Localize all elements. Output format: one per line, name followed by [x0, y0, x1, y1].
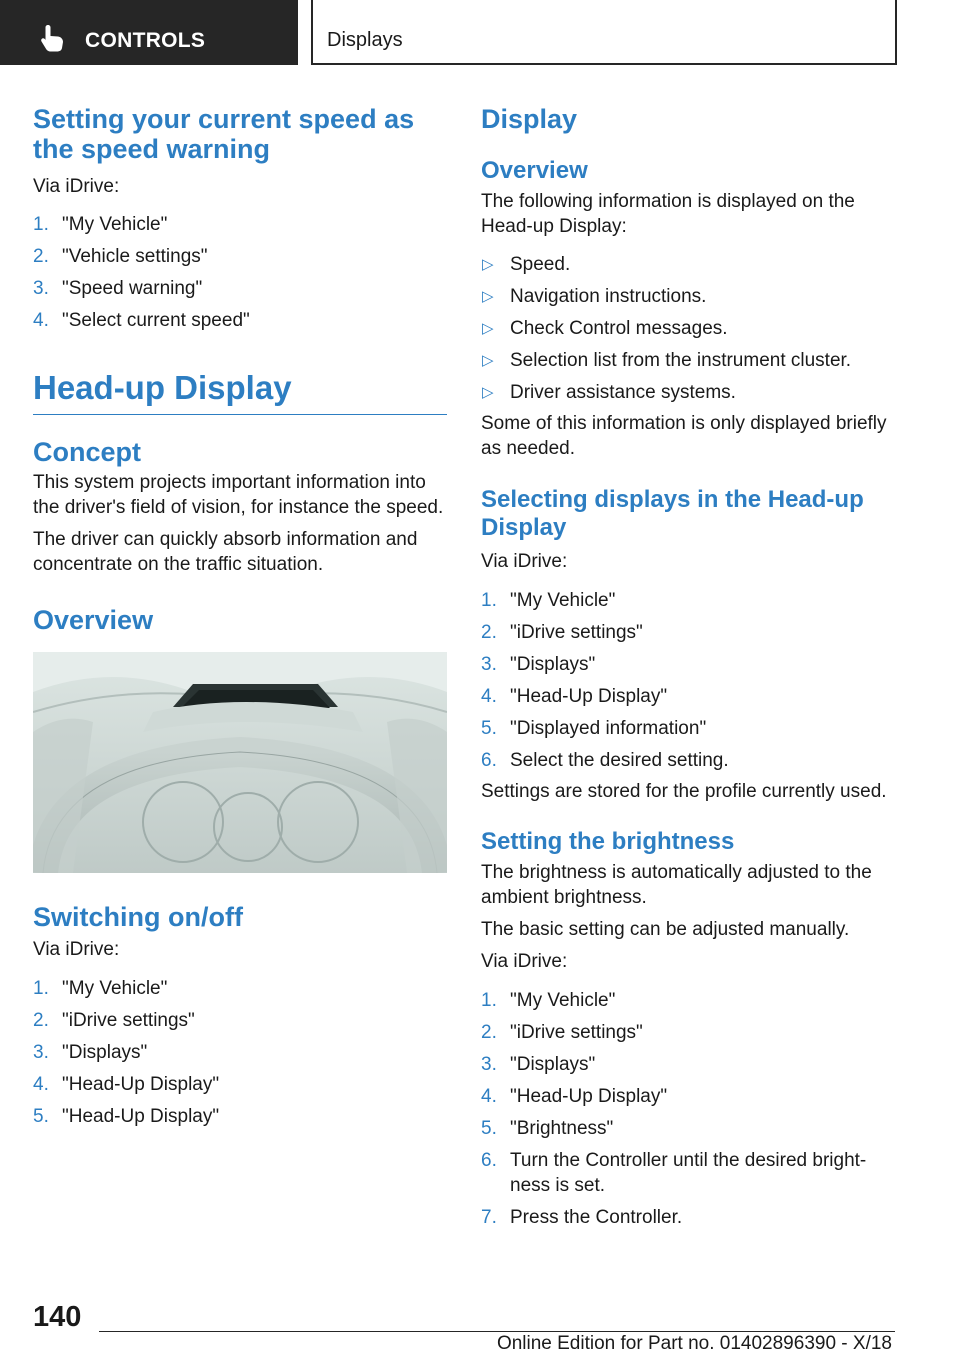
- list-item: 1. "My Vehicle": [481, 989, 616, 1011]
- brightness-steps: [481, 988, 901, 1230]
- list-item: ▷ Check Control messages.: [482, 317, 728, 339]
- list-item: 3. "Displays": [481, 1053, 596, 1075]
- concept-section: [33, 437, 447, 577]
- triangle-bullet-icon: ▷: [482, 319, 494, 337]
- list-item: ▷ Driver assistance systems.: [482, 381, 736, 403]
- page-number: 140: [33, 1301, 82, 1333]
- speed-warning-heading: Setting your current speed as the speed warning: [33, 104, 415, 164]
- list-item: 6. Turn the Controller until the desired bright‐ness is set.: [481, 1149, 867, 1196]
- list-item: 4. "Head-Up Display": [481, 686, 668, 707]
- list-item: 2. "iDrive settings": [481, 1021, 643, 1043]
- switching-heading: Switching on/off: [33, 902, 243, 932]
- chapter-box: [311, 0, 897, 65]
- heading-rule: [33, 414, 447, 415]
- selecting-heading: Selecting displays in the Head-up Display: [481, 486, 864, 541]
- section-label: CONTROLS: [85, 29, 206, 52]
- selecting-intro: Via iDrive:: [481, 551, 568, 572]
- list-item: 3. "Speed warning": [33, 278, 203, 299]
- list-item: 4. "Select current speed": [33, 310, 250, 331]
- section-tab: [0, 0, 298, 65]
- selecting-section: [481, 486, 901, 804]
- footer-rule: [99, 1331, 895, 1332]
- list-item: 1. "My Vehicle": [33, 214, 168, 235]
- list-item: 5. "Head-Up Display": [33, 1106, 220, 1128]
- display-overview-section: [481, 158, 901, 461]
- list-item: 2. "iDrive settings": [33, 1010, 195, 1032]
- overview-section: [33, 605, 447, 635]
- hud-heading: Head-up Display: [33, 369, 292, 406]
- list-item: 2. "Vehicle settings": [33, 246, 208, 267]
- concept-paragraph-2: The driver can quickly absorb information and concentrate on the traffic situation.: [33, 529, 418, 576]
- display-chapter: [481, 104, 901, 134]
- list-item: ▷ Selection list from the instrument cluster.: [482, 349, 852, 371]
- hand-pointer-icon: [40, 24, 66, 52]
- list-item: 4. "Head-Up Display": [481, 1085, 668, 1107]
- list-item: 2. "iDrive settings": [481, 622, 643, 643]
- selecting-steps: [481, 588, 901, 773]
- switching-intro: Via iDrive:: [33, 939, 120, 961]
- list-item: 5. "Displayed information": [481, 718, 707, 739]
- list-item: 1. "My Vehicle": [33, 978, 168, 1000]
- brightness-section: [481, 829, 901, 1237]
- list-item: 3. "Displays": [33, 1042, 148, 1064]
- speed-warning-section: [33, 104, 447, 340]
- display-overview-bullets: [481, 252, 901, 405]
- brightness-heading: Setting the brightness: [481, 828, 735, 855]
- list-item: 1. "My Vehicle": [481, 590, 616, 611]
- brightness-paragraph-2: The basic setting can be adjusted manually.: [481, 918, 850, 940]
- speed-warning-steps: [33, 212, 447, 333]
- overview-heading: Overview: [33, 605, 154, 635]
- display-overview-intro: The following information is displayed on the Head-up Display:: [481, 190, 855, 237]
- list-item: ▷ Navigation instructions.: [482, 285, 707, 307]
- list-item: 4. "Head-Up Display": [33, 1074, 220, 1096]
- triangle-bullet-icon: ▷: [482, 351, 494, 369]
- triangle-bullet-icon: ▷: [482, 383, 494, 401]
- display-overview-heading: Overview: [481, 157, 588, 184]
- display-overview-note: Some of this information is only displayed briefly as needed.: [481, 412, 887, 459]
- list-item: ▷ Speed.: [482, 253, 571, 275]
- list-item: 6. Select the desired setting.: [481, 750, 729, 771]
- triangle-bullet-icon: ▷: [482, 255, 494, 273]
- list-item: 5. "Brightness": [481, 1117, 614, 1139]
- list-item: 7. Press the Controller.: [481, 1206, 683, 1228]
- edition-note: Online Edition for Part no. 01402896390 - X/18: [496, 1333, 892, 1354]
- hud-chapter: [33, 368, 447, 415]
- brightness-paragraph-1: The brightness is automatically adjusted to the ambient brightness.: [481, 861, 872, 908]
- speed-warning-intro: Via iDrive:: [33, 176, 120, 197]
- list-item: 3. "Displays": [481, 654, 596, 675]
- head-up-display-photo: [33, 652, 447, 873]
- switching-steps: [33, 976, 447, 1129]
- display-heading: Display: [481, 104, 578, 134]
- concept-heading: Concept: [33, 437, 141, 467]
- selecting-note: Settings are stored for the profile currently used.: [481, 781, 887, 802]
- switching-section: [33, 902, 447, 1136]
- concept-paragraph-1: This system projects important information into the driver's field of vision, for instance the speed.: [33, 472, 444, 519]
- brightness-intro: Via iDrive:: [481, 950, 568, 972]
- triangle-bullet-icon: ▷: [482, 287, 494, 305]
- chapter-label: Displays: [327, 29, 403, 51]
